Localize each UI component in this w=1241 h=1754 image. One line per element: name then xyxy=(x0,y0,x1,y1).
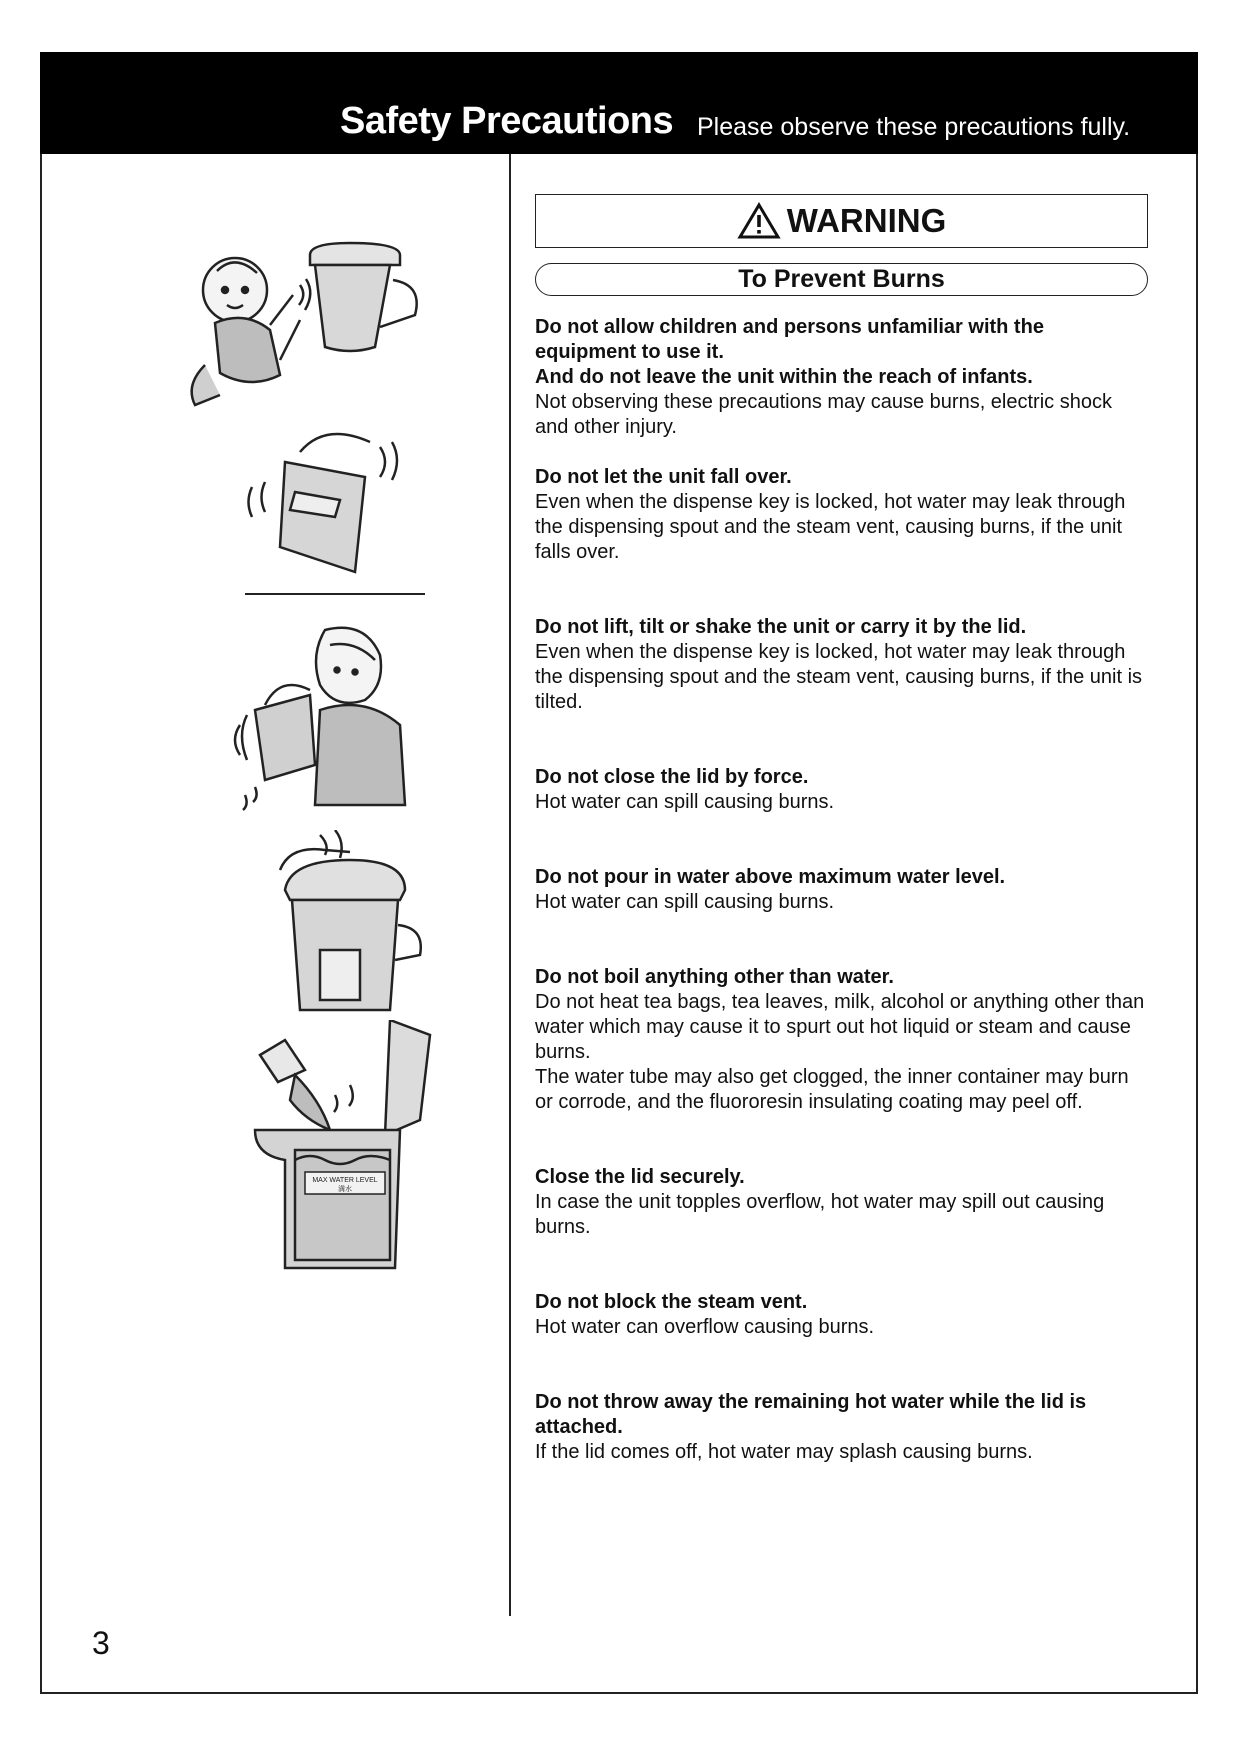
page-title: Safety Precautions xyxy=(340,100,674,142)
rule-body: Do not heat tea bags, tea leaves, milk, alcohol or anything other than water which may cause it to spurt out hot liquid or steam and cause burns. The water tube may also get clogged, the inner container may burn or corrode, and the fluororesin insulating coating may peel off. xyxy=(535,991,1145,1113)
rule-body: Even when the dispense key is locked, hot water may leak through the dispensing spout and the steam vent, causing burns, if the unit is tilted. xyxy=(535,641,1143,713)
rule-heading: Do not throw away the remaining hot water while the lid is attached. xyxy=(535,1391,1087,1438)
section-heading: To Prevent Burns xyxy=(535,263,1148,296)
rule-item xyxy=(535,465,1148,565)
column-divider xyxy=(509,154,511,1616)
rule-item xyxy=(535,765,1148,815)
rule-body: Even when the dispense key is locked, hot water may leak through the dispensing spout and the steam vent, causing burns, if the unit falls over. xyxy=(535,491,1126,563)
rule-item xyxy=(535,1390,1148,1465)
rule-item xyxy=(535,1165,1148,1240)
pouring-milk-illustration xyxy=(250,1020,440,1270)
rule-body: Hot water can overflow causing burns. xyxy=(535,1316,875,1338)
rule-heading: Do not close the lid by force. xyxy=(535,766,809,788)
page-number: 3 xyxy=(92,1625,110,1661)
rule-heading: Do not block the steam vent. xyxy=(535,1291,808,1313)
rule-body: Hot water can spill causing burns. xyxy=(535,791,835,813)
warning-triangle-icon xyxy=(737,202,781,240)
rule-item xyxy=(535,615,1148,715)
rule-item xyxy=(535,315,1148,440)
rule-item xyxy=(535,1290,1148,1340)
warning-box xyxy=(535,194,1148,248)
rule-heading: Close the lid securely. xyxy=(535,1166,745,1188)
falling-pot-illustration xyxy=(240,422,430,602)
max-water-level-label-jp: 満水 xyxy=(338,1186,352,1193)
child-reaching-pot-illustration xyxy=(175,235,445,420)
warning-label: WARNING xyxy=(786,202,947,239)
rule-body: If the lid comes off, hot water may splash causing burns. xyxy=(535,1441,1033,1463)
page-subtitle: Please observe these precautions fully. xyxy=(697,113,1131,141)
rule-heading: Do not boil anything other than water. xyxy=(535,966,894,988)
rule-heading: Do not allow children and persons unfamiliar with the equipment to use it. And do not leave the unit within the reach of infants. xyxy=(535,316,1044,388)
closing-lid-illustration xyxy=(260,830,430,1020)
rule-item xyxy=(535,865,1148,915)
woman-shaking-pot-illustration xyxy=(225,615,415,815)
rule-item xyxy=(535,965,1148,1115)
rule-body: In case the unit topples overflow, hot water may spill out causing burns. xyxy=(535,1191,1105,1238)
rule-heading: Do not pour in water above maximum water level. xyxy=(535,866,1006,888)
rule-heading: Do not let the unit fall over. xyxy=(535,466,792,488)
rule-heading: Do not lift, tilt or shake the unit or carry it by the lid. xyxy=(535,616,1027,638)
rule-body: Not observing these precautions may cause burns, electric shock and other injury. xyxy=(535,391,1112,438)
max-water-level-label: MAX WATER LEVEL xyxy=(312,1177,378,1184)
rule-body: Hot water can spill causing burns. xyxy=(535,891,835,913)
